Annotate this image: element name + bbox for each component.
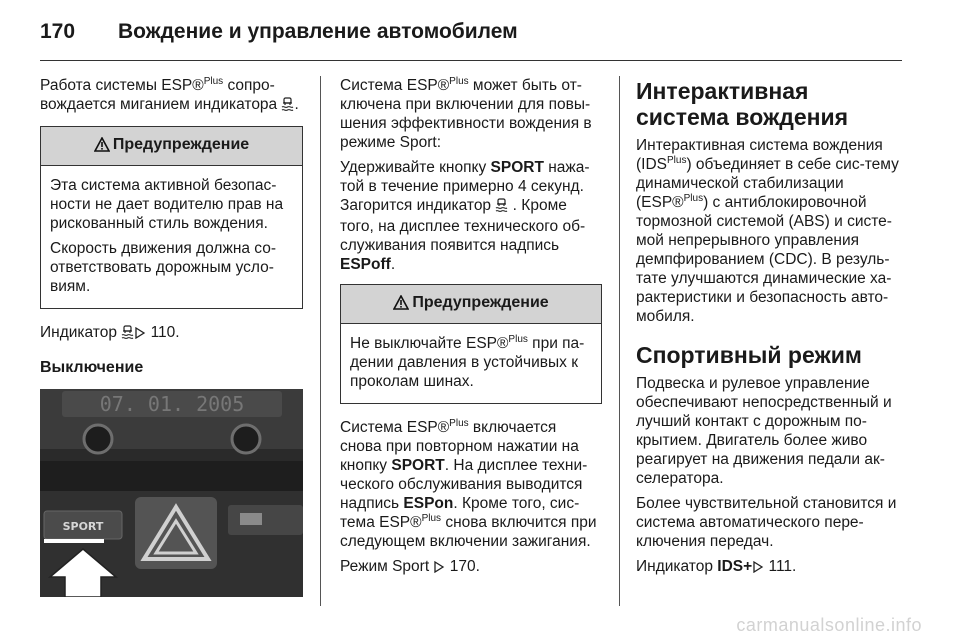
text: снова включится при следующем включении зажигания.: [340, 514, 597, 550]
espon-label: ESPon: [403, 495, 454, 512]
text: Индикатор: [40, 324, 122, 341]
superscript: Plus: [449, 418, 469, 429]
heading-sport-mode: Спортивный режим: [636, 342, 862, 368]
warning-triangle-icon: [94, 137, 110, 157]
text: ) с антиблокировочной тормозной системой (ABS) и систе-мой непрерывного управления демпфированием (CDC). В резуль-тате улучшаются динамические ха-рактеристики и безопасность авто-мобиля.: [636, 194, 892, 325]
warning-header: [41, 127, 302, 166]
column-divider-1: [320, 76, 321, 606]
page-reference-icon: [433, 559, 445, 578]
paragraph: [340, 557, 602, 578]
paragraph: Более чувствительной становится и система автоматического пере-ключения передач.: [636, 495, 897, 550]
page-reference-icon: [134, 325, 146, 344]
sport-label: SPORT: [391, 457, 445, 474]
paragraph: [40, 76, 303, 116]
warning-title: Предупреждение: [412, 294, 549, 311]
text: .: [294, 96, 299, 113]
page-title: Вождение и управление автомобилем: [118, 20, 518, 43]
warning-title: Предупреждение: [112, 136, 250, 153]
column-divider-2: [619, 76, 620, 606]
esp-indicator-icon: [495, 198, 508, 217]
paragraph: [636, 557, 904, 578]
text: . Кроме того, сис-тема ESP®: [340, 495, 580, 531]
subheading-off: Выключение: [40, 359, 144, 376]
text: Удерживайте кнопку: [340, 159, 491, 176]
text: ) объединяет в себе сис-тему динамической стабилизации (ESP®: [636, 156, 899, 211]
warning-triangle-icon: [393, 295, 409, 315]
page-header: [40, 20, 518, 44]
warning-box: [340, 284, 602, 404]
text: включается снова при повторном нажатии на кнопку: [340, 419, 579, 474]
superscript: Plus: [421, 513, 442, 524]
warning-text: [350, 334, 592, 391]
warning-body: [41, 166, 302, 308]
text: сопро-вождается миганием индикатора: [40, 77, 282, 113]
text: при па-дении давления в устойчивых к проколам шинах.: [350, 335, 585, 390]
warning-box: [40, 126, 303, 309]
superscript: Plus: [203, 76, 224, 87]
paragraph: [340, 76, 602, 152]
sport-button-label: SPORT: [62, 520, 104, 533]
paragraph: [636, 136, 904, 326]
warning-body: [341, 324, 601, 403]
text: 111.: [764, 558, 797, 575]
text: Индикатор: [636, 558, 718, 575]
sport-button-photo: [40, 389, 303, 597]
text: . Кроме того, на дисплее технического об-служивания появится надпись: [340, 197, 586, 254]
warning-text: Скорость движения должна со-ответствовать дорожным усло-виям.: [50, 240, 277, 295]
sport-label: SPORT: [490, 159, 544, 176]
indicator-reference: [40, 323, 303, 344]
text: .: [390, 256, 396, 273]
display-digits: 07. 01. 2005: [99, 392, 245, 416]
superscript: Plus: [508, 334, 528, 345]
text: Система ESP®: [340, 419, 450, 436]
page-reference-icon: [752, 559, 764, 578]
espoff-label: ESPoff: [340, 256, 391, 273]
warning-text: Эта система активной безопас-ности не дает водителю прав на рискованный стиль вождения.: [50, 177, 284, 232]
warning-header: [341, 285, 601, 324]
text: может быть от-ключена при включении для повы-шения эффективности вождения в режиме Sport:: [340, 77, 592, 151]
column-2: [340, 76, 602, 584]
text: . На дисплее техни-ческого обслуживания выводится надпись: [340, 457, 588, 512]
paragraph: [340, 418, 602, 551]
page-number: 170: [40, 20, 76, 43]
superscript: Plus: [667, 155, 687, 166]
column-1: [40, 76, 303, 597]
superscript: Plus: [449, 76, 469, 87]
text: Работа системы ESP®: [40, 77, 204, 94]
esp-indicator-icon: [121, 325, 134, 344]
heading-interactive-driving: Интерактивная система вождения: [636, 78, 849, 130]
text: нажа-той в течение примерно 4 секунд. Загорится индикатор: [340, 159, 590, 214]
paragraph: [340, 158, 602, 274]
esp-indicator-icon: [281, 97, 294, 116]
text: Система ESP®: [340, 77, 450, 94]
text: 170.: [445, 558, 480, 575]
text: 110.: [146, 324, 180, 341]
superscript: Plus: [683, 193, 704, 204]
ids-label: IDS+: [717, 558, 753, 575]
header-rule: [40, 60, 902, 61]
watermark: carmanualsonline.info: [736, 615, 922, 635]
column-3: [636, 76, 904, 584]
text: Режим Sport: [340, 558, 434, 575]
text: Не выключайте ESP®: [350, 335, 509, 352]
paragraph: Подвеска и рулевое управление обеспечивают непосредственный и лучший контакт с дорожным по-крытием. Двигатель более живо реагирует на движения педали ак-селератора.: [636, 375, 892, 487]
text: Интерактивная система вождения (IDS: [636, 137, 883, 173]
